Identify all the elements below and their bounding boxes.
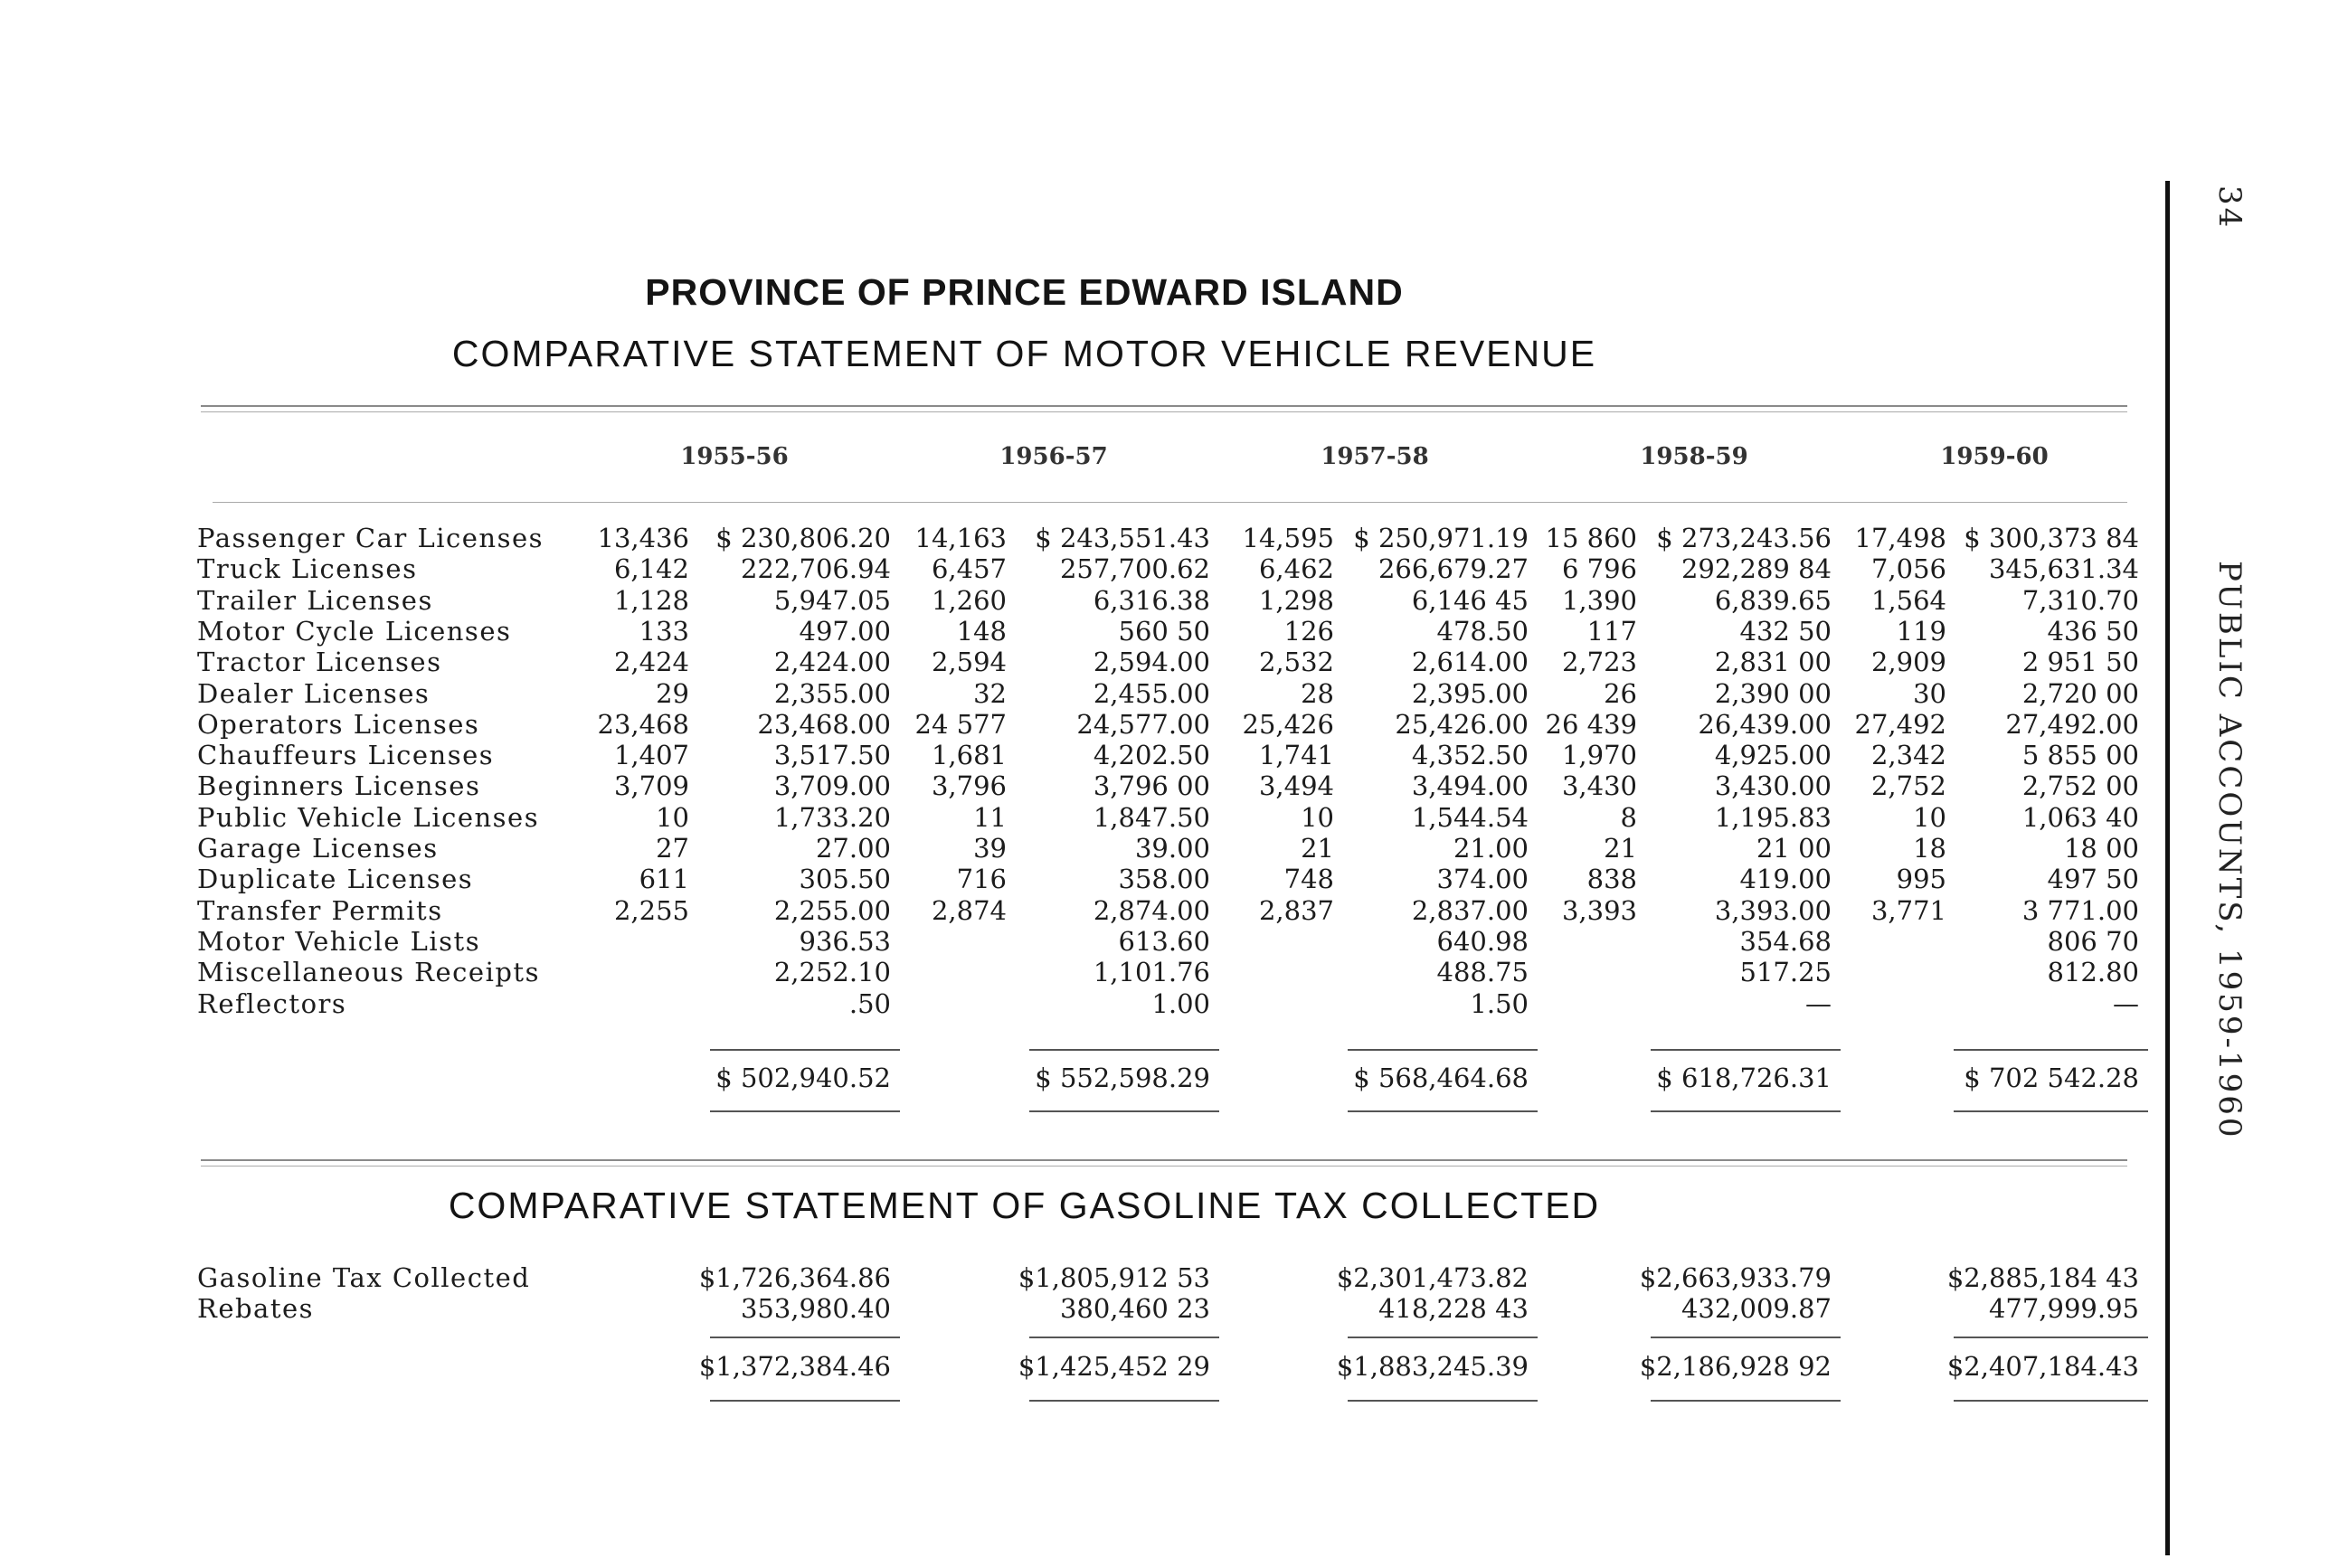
- divider: [213, 502, 2127, 503]
- row-label: Motor Cycle Licenses: [197, 615, 512, 647]
- table-cell: 2,255: [613, 894, 689, 926]
- table-row: [0, 1293, 2171, 1324]
- table-cell: 25,426: [1242, 708, 1334, 740]
- table-row: [0, 770, 2171, 801]
- table-cell: 14,595: [1242, 523, 1334, 553]
- sum-rule: [1651, 1337, 1841, 1338]
- table-cell: 358.00: [1118, 864, 1210, 895]
- table-cell: 2,252.10: [773, 957, 891, 988]
- table-cell: 21.00: [1453, 833, 1529, 864]
- table-cell: 222,706.94: [740, 553, 891, 585]
- row-label: Truck Licenses: [197, 553, 418, 585]
- row-label: Rebates: [197, 1293, 315, 1324]
- table-cell: 6,839.65: [1714, 584, 1832, 616]
- table-cell: $2,663,933.79: [1639, 1262, 1832, 1293]
- year-header: 1955-56: [680, 443, 789, 470]
- table-cell: 257,700.62: [1059, 553, 1210, 585]
- sum-rule: [1348, 1400, 1538, 1402]
- row-label: Transfer Permits: [197, 894, 443, 926]
- table-cell: 2,874: [931, 894, 1007, 926]
- table-cell: 23,468: [597, 708, 689, 740]
- table-cell: 2,424.00: [773, 647, 891, 678]
- table-row: [0, 616, 2171, 647]
- table-cell: 936.53: [799, 925, 891, 957]
- table-cell: 8: [1620, 801, 1637, 833]
- table-cell: 15 860: [1545, 523, 1637, 553]
- row-label: Dealer Licenses: [197, 677, 431, 709]
- table-cell: 354.68: [1739, 925, 1832, 957]
- table-row: [0, 1262, 2171, 1293]
- table-cell: 292,289 84: [1680, 553, 1832, 585]
- table-cell: 2,424: [613, 647, 689, 678]
- table-cell: 3,430.00: [1714, 770, 1832, 802]
- sum-rule: [1954, 1049, 2148, 1051]
- table-cell: 1,564: [1870, 584, 1946, 616]
- table-cell: 1,681: [931, 740, 1007, 771]
- table-cell: 2 951 50: [2021, 647, 2139, 678]
- table-cell: 432,009.87: [1680, 1293, 1832, 1324]
- table-cell: 2,831 00: [1714, 647, 1832, 678]
- total-value: $ 702 542.28: [1964, 1063, 2139, 1093]
- table-cell: 4,925.00: [1714, 740, 1832, 771]
- table-cell: 1.50: [1470, 987, 1529, 1019]
- table-cell: 1,101.76: [1093, 957, 1210, 988]
- table-cell: 27,492.00: [2005, 708, 2139, 740]
- table-cell: 1,741: [1258, 740, 1334, 771]
- table-cell: $ 243,551.43: [1035, 523, 1210, 553]
- table-cell: 2,752 00: [2021, 770, 2139, 802]
- table-cell: 2,390 00: [1714, 677, 1832, 709]
- table-row: [0, 553, 2171, 584]
- table-cell: 7,310.70: [2021, 584, 2139, 616]
- table-row: [0, 926, 2171, 957]
- row-label: Miscellaneous Receipts: [197, 957, 540, 988]
- table-cell: 3,494: [1258, 770, 1334, 802]
- table-cell: 2,255.00: [773, 894, 891, 926]
- table-cell: 25,426.00: [1395, 708, 1529, 740]
- running-head: PUBLIC ACCOUNTS, 1959-1960: [2211, 561, 2248, 1140]
- table-row: [0, 678, 2171, 709]
- divider: [201, 1166, 2127, 1167]
- sum-rule: [1029, 1049, 1219, 1051]
- table-cell: 266,679.27: [1378, 553, 1529, 585]
- table-cell: 2,342: [1870, 740, 1946, 771]
- table-cell: 497 50: [2047, 864, 2139, 895]
- motor-revenue-heading: COMPARATIVE STATEMENT OF MOTOR VEHICLE REVENUE: [451, 333, 1597, 374]
- table-cell: 3 771.00: [2021, 894, 2139, 926]
- table-cell: $2,301,473.82: [1336, 1262, 1529, 1293]
- table-cell: —: [1805, 987, 1832, 1019]
- table-cell: 39.00: [1134, 833, 1210, 864]
- sum-rule: [710, 1049, 900, 1051]
- table-cell: 133: [639, 615, 689, 647]
- table-cell: 6,316.38: [1093, 584, 1210, 616]
- table-cell: 838: [1586, 864, 1637, 895]
- table-cell: 148: [956, 615, 1007, 647]
- table-row: [0, 957, 2171, 987]
- table-cell: 18 00: [2063, 833, 2139, 864]
- table-cell: 1,847.50: [1093, 801, 1210, 833]
- page-title: PROVINCE OF PRINCE EDWARD ISLAND: [645, 271, 1404, 313]
- table-cell: 39: [973, 833, 1007, 864]
- table-cell: 374.00: [1436, 864, 1529, 895]
- table-cell: $ 250,971.19: [1353, 523, 1529, 553]
- table-cell: 10: [1913, 801, 1946, 833]
- table-cell: 640.98: [1436, 925, 1529, 957]
- table-cell: —: [2113, 987, 2139, 1019]
- table-cell: 517.25: [1739, 957, 1832, 988]
- sum-rule: [1651, 1110, 1841, 1112]
- divider: [201, 411, 2127, 412]
- table-cell: 3,393.00: [1714, 894, 1832, 926]
- table-cell: 29: [656, 677, 689, 709]
- table-cell: 613.60: [1118, 925, 1210, 957]
- table-row: [0, 864, 2171, 894]
- sum-rule: [1348, 1049, 1538, 1051]
- gasoline-tax-heading: COMPARATIVE STATEMENT OF GASOLINE TAX COLLECTED: [448, 1185, 1601, 1226]
- page-number: 34: [2211, 185, 2248, 231]
- table-cell: 2,720 00: [2021, 677, 2139, 709]
- table-cell: .50: [848, 987, 891, 1019]
- sum-rule: [1954, 1400, 2148, 1402]
- row-label: Chauffeurs Licenses: [197, 740, 495, 771]
- table-cell: 26,439.00: [1698, 708, 1832, 740]
- table-cell: 2,594: [931, 647, 1007, 678]
- table-cell: 6 796: [1561, 553, 1637, 585]
- table-cell: 806 70: [2047, 925, 2139, 957]
- sum-rule: [1029, 1337, 1219, 1338]
- table-cell: 419.00: [1739, 864, 1832, 895]
- table-cell: 3,430: [1561, 770, 1637, 802]
- table-cell: 2,752: [1870, 770, 1946, 802]
- row-label: Reflectors: [197, 987, 347, 1019]
- row-label: Motor Vehicle Lists: [197, 925, 481, 957]
- table-cell: 3,494.00: [1411, 770, 1529, 802]
- total-value: $ 618,726.31: [1656, 1063, 1832, 1093]
- table-cell: 2,837.00: [1411, 894, 1529, 926]
- row-label: Tractor Licenses: [197, 647, 442, 678]
- sum-rule: [710, 1110, 900, 1112]
- table-cell: 26 439: [1545, 708, 1637, 740]
- total-value: $2,186,928 92: [1639, 1351, 1832, 1382]
- table-cell: 27.00: [815, 833, 891, 864]
- sum-rule: [1651, 1049, 1841, 1051]
- table-cell: 1,733.20: [773, 801, 891, 833]
- sum-rule: [710, 1400, 900, 1402]
- table-cell: 1,544.54: [1411, 801, 1529, 833]
- table-cell: 6,146 45: [1411, 584, 1529, 616]
- table-cell: 345,631.34: [1988, 553, 2139, 585]
- table-cell: 1,260: [931, 584, 1007, 616]
- table-row: [0, 988, 2171, 1019]
- table-row: [0, 833, 2171, 864]
- table-row: [0, 709, 2171, 740]
- table-cell: 26: [1604, 677, 1637, 709]
- sum-rule: [1348, 1337, 1538, 1338]
- table-cell: 4,352.50: [1411, 740, 1529, 771]
- row-label: Beginners Licenses: [197, 770, 481, 802]
- table-cell: 24,577.00: [1076, 708, 1210, 740]
- sum-rule: [1348, 1110, 1538, 1112]
- table-row: [0, 647, 2171, 677]
- table-cell: 2,614.00: [1411, 647, 1529, 678]
- table-cell: 305.50: [799, 864, 891, 895]
- table-row: [0, 585, 2171, 616]
- table-cell: 1.00: [1151, 987, 1210, 1019]
- row-label: Duplicate Licenses: [197, 864, 474, 895]
- table-cell: 14,163: [914, 523, 1007, 553]
- row-label: Passenger Car Licenses: [197, 523, 544, 553]
- table-cell: 32: [973, 677, 1007, 709]
- table-cell: 418,228 43: [1378, 1293, 1529, 1324]
- table-cell: 380,460 23: [1059, 1293, 1210, 1324]
- table-cell: 497.00: [799, 615, 891, 647]
- sum-rule: [1029, 1400, 1219, 1402]
- table-cell: 716: [956, 864, 1007, 895]
- year-header: 1957-58: [1321, 443, 1429, 470]
- table-cell: $ 300,373 84: [1964, 523, 2139, 553]
- table-cell: 1,390: [1561, 584, 1637, 616]
- table-cell: 353,980.40: [740, 1293, 891, 1324]
- table-cell: 436 50: [2047, 615, 2139, 647]
- total-value: $1,425,452 29: [1018, 1351, 1210, 1382]
- table-cell: 27: [656, 833, 689, 864]
- sum-rule: [1029, 1110, 1219, 1112]
- table-cell: 17,498: [1854, 523, 1946, 553]
- table-cell: 2,532: [1258, 647, 1334, 678]
- sum-rule: [1954, 1337, 2148, 1338]
- total-value: $ 502,940.52: [715, 1063, 891, 1093]
- table-cell: 477,999.95: [1988, 1293, 2139, 1324]
- table-cell: $ 273,243.56: [1656, 523, 1832, 553]
- table-row: [0, 895, 2171, 926]
- table-cell: 21 00: [1756, 833, 1832, 864]
- table-cell: 3,393: [1561, 894, 1637, 926]
- table-cell: 21: [1604, 833, 1637, 864]
- table-cell: 10: [656, 801, 689, 833]
- row-label: Operators Licenses: [197, 708, 480, 740]
- table-cell: 812.80: [2047, 957, 2139, 988]
- table-cell: 23,468.00: [757, 708, 891, 740]
- table-cell: 2,355.00: [773, 677, 891, 709]
- table-row: [0, 523, 2171, 553]
- table-cell: 2,723: [1561, 647, 1637, 678]
- table-cell: $2,885,184 43: [1946, 1262, 2139, 1293]
- table-cell: 3,796 00: [1093, 770, 1210, 802]
- row-label: Garage Licenses: [197, 833, 439, 864]
- year-header: 1958-59: [1640, 443, 1748, 470]
- table-cell: 432 50: [1739, 615, 1832, 647]
- year-header: 1959-60: [1940, 443, 2049, 470]
- table-cell: 1,298: [1258, 584, 1334, 616]
- table-cell: 21: [1301, 833, 1334, 864]
- table-cell: 2,837: [1258, 894, 1334, 926]
- table-cell: 24 577: [914, 708, 1007, 740]
- table-cell: $1,726,364.86: [698, 1262, 891, 1293]
- table-cell: 119: [1896, 615, 1946, 647]
- table-cell: 3,709.00: [773, 770, 891, 802]
- table-cell: 2,594.00: [1093, 647, 1210, 678]
- table-cell: 6,462: [1258, 553, 1334, 585]
- table-cell: 611: [639, 864, 689, 895]
- table-cell: 478.50: [1436, 615, 1529, 647]
- margin-rule: [2165, 181, 2170, 1555]
- total-value: $1,883,245.39: [1336, 1351, 1529, 1382]
- table-cell: 2,395.00: [1411, 677, 1529, 709]
- table-cell: 3,517.50: [773, 740, 891, 771]
- divider: [201, 1159, 2127, 1161]
- table-cell: 27,492: [1854, 708, 1946, 740]
- table-cell: 995: [1896, 864, 1946, 895]
- table-cell: 1,063 40: [2021, 801, 2139, 833]
- total-value: $ 568,464.68: [1353, 1063, 1529, 1093]
- table-cell: 30: [1913, 677, 1946, 709]
- table-cell: 3,796: [931, 770, 1007, 802]
- table-cell: 2,455.00: [1093, 677, 1210, 709]
- sum-rule: [710, 1337, 900, 1338]
- table-cell: 488.75: [1436, 957, 1529, 988]
- table-cell: 13,436: [597, 523, 689, 553]
- table-row: [0, 740, 2171, 770]
- table-cell: 6,142: [613, 553, 689, 585]
- table-row: [0, 802, 2171, 833]
- table-cell: 2,874.00: [1093, 894, 1210, 926]
- table-cell: 18: [1913, 833, 1946, 864]
- row-label: Trailer Licenses: [197, 584, 433, 616]
- table-cell: 3,709: [613, 770, 689, 802]
- table-cell: 6,457: [931, 553, 1007, 585]
- table-cell: 3,771: [1870, 894, 1946, 926]
- table-cell: 748: [1283, 864, 1334, 895]
- total-value: $ 552,598.29: [1035, 1063, 1210, 1093]
- total-value: $2,407,184.43: [1946, 1351, 2139, 1382]
- table-cell: $ 230,806.20: [715, 523, 891, 553]
- table-cell: 1,970: [1561, 740, 1637, 771]
- table-cell: 10: [1301, 801, 1334, 833]
- table-cell: $1,805,912 53: [1018, 1262, 1210, 1293]
- table-cell: 11: [973, 801, 1007, 833]
- table-cell: 5 855 00: [2021, 740, 2139, 771]
- table-cell: 2,909: [1870, 647, 1946, 678]
- table-cell: 1,407: [613, 740, 689, 771]
- sum-rule: [1954, 1110, 2148, 1112]
- sum-rule: [1651, 1400, 1841, 1402]
- table-cell: 4,202.50: [1093, 740, 1210, 771]
- table-cell: 126: [1283, 615, 1334, 647]
- table-cell: 5,947.05: [773, 584, 891, 616]
- total-value: $1,372,384.46: [698, 1351, 891, 1382]
- table-cell: 560 50: [1118, 615, 1210, 647]
- row-label: Gasoline Tax Collected: [197, 1262, 531, 1293]
- table-cell: 1,128: [613, 584, 689, 616]
- table-cell: 117: [1586, 615, 1637, 647]
- table-cell: 7,056: [1870, 553, 1946, 585]
- year-header: 1956-57: [999, 443, 1108, 470]
- table-cell: 28: [1301, 677, 1334, 709]
- divider: [201, 405, 2127, 407]
- row-label: Public Vehicle Licenses: [197, 801, 540, 833]
- table-cell: 1,195.83: [1714, 801, 1832, 833]
